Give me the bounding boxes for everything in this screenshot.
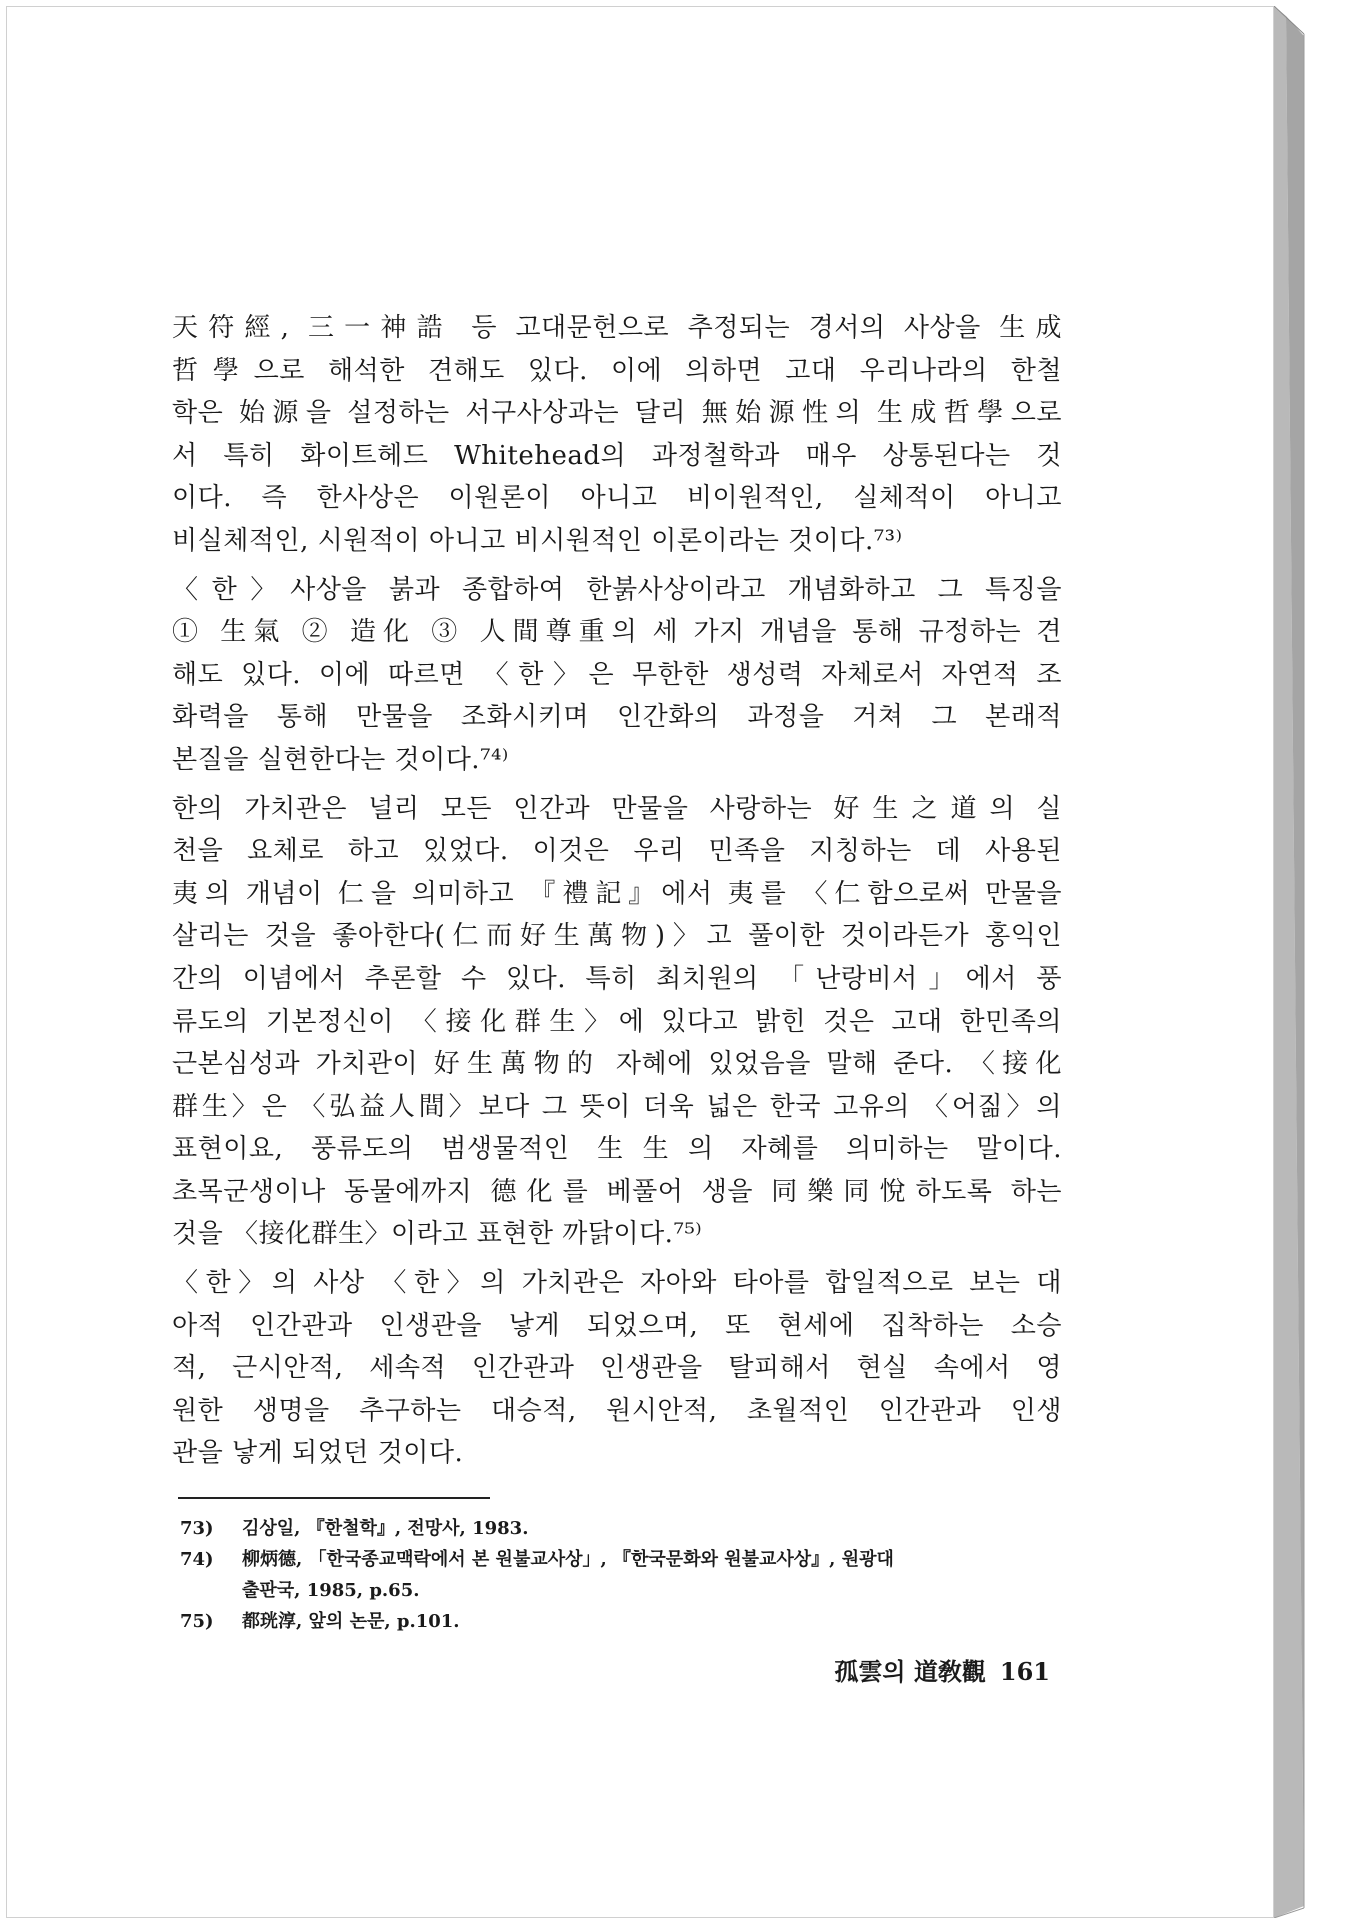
text-line: 夷의 개념이 仁을 의미하고 『禮記』에서 夷를 〈仁함으로써 만물을 [172,878,1062,909]
body-text [172,307,1062,1475]
text-line: 〈한〉사상을 붉과 종합하여 한붉사상이라고 개념화하고 그 특징을 [172,574,1062,605]
footnote-text: 김상일, 『한철학』, 전망사, 1983. [242,1518,529,1539]
footnote-text: 都珖淳, 앞의 논문, p.101. [242,1611,460,1632]
text-line: 관을 낳게 되었던 것이다. [172,1438,464,1469]
footnote-text: 출판국, 1985, p.65. [242,1580,420,1601]
footnote-number: 73) [180,1518,214,1539]
text-line: 살리는 것을 좋아한다(仁而好生萬物)〉고 풀이한 것이라든가 홍익인 [172,921,1062,952]
text-line: ① 生氣 ② 造化 ③ 人間尊重의 세 가지 개념을 통해 규정하는 견 [172,617,1062,648]
text-line: 천을 요체로 하고 있었다. 이것은 우리 민족을 지칭하는 데 사용된 [172,836,1062,867]
text-line: 서 특히 화이트헤드 Whitehead의 과정철학과 매우 상통된다는 것 [172,440,1062,471]
text-line: 것을 〈接化群生〉이라고 표현한 까닭이다.⁷⁵⁾ [172,1219,703,1250]
text-line: 〈한〉의 사상 〈한〉의 가치관은 자아와 타아를 합일적으로 보는 대 [172,1268,1062,1299]
footnotes [180,1513,1080,1637]
page-edge-graphic [1274,6,1322,1918]
paragraph [172,788,1062,1257]
text-line: 해도 있다. 이에 따르면 〈한〉은 무한한 생성력 자체로서 자연적 조 [172,659,1062,690]
text-line: 류도의 기본정신이 〈接化群生〉에 있다고 밝힌 것은 고대 한민족의 [172,1006,1062,1037]
paragraph [172,569,1062,782]
footnote-number: 74) [180,1549,214,1570]
text-line: 아적 인간관과 인생관을 낳게 되었으며, 또 현세에 집착하는 소승 [172,1310,1062,1341]
text-line: 표현이요, 풍류도의 범생물적인 生生의 자혜를 의미하는 말이다. [172,1134,1062,1165]
text-line: 원한 생명을 추구하는 대승적, 원시안적, 초월적인 인간관과 인생 [172,1395,1062,1426]
footnote-number: 75) [180,1611,214,1632]
page-number: 161 [999,1657,1050,1686]
paragraph [172,1262,1062,1475]
text-line: 한의 가치관은 널리 모든 인간과 만물을 사랑하는 好生之道의 실 [172,793,1062,824]
text-line: 본질을 실현한다는 것이다.⁷⁴⁾ [172,744,509,775]
text-line: 群生〉은 〈弘益人間〉보다 그 뜻이 더욱 넓은 한국 고유의 〈어짊〉의 [172,1091,1062,1122]
text-line: 간의 이념에서 추론할 수 있다. 특히 최치원의 「난랑비서」에서 풍 [172,963,1062,994]
footnote-rule [178,1497,490,1499]
text-line: 비실체적인, 시원적이 아니고 비시원적인 이론이라는 것이다.⁷³⁾ [172,525,903,556]
footnote-line [180,1513,1080,1544]
text-line: 초목군생이나 동물에까지 德化를 베풀어 생을 同樂同悅하도록 하는 [172,1176,1062,1207]
text-line: 근본심성과 가치관이 好生萬物的 자혜에 있었음을 말해 준다. 〈接化 [172,1049,1062,1080]
footnote-line [180,1544,1080,1575]
text-line: 적, 근시안적, 세속적 인간관과 인생관을 탈피해서 현실 속에서 영 [172,1353,1062,1384]
text-line: 학은 始源을 설정하는 서구사상과는 달리 無始源性의 生成哲學으로 [172,398,1062,429]
text-line: 哲學으로 해석한 견해도 있다. 이에 의하면 고대 우리나라의 한철 [172,355,1062,386]
footnote-text: 柳炳德, 「한국종교맥락에서 본 원불교사상」, 『한국문화와 원불교사상』, 원광대 [242,1549,894,1570]
paragraph [172,307,1062,563]
running-footer [790,1652,1050,1687]
footnote-line [180,1606,1080,1637]
text-line: 天符經, 三一神誥 등 고대문헌으로 추정되는 경서의 사상을 生成 [172,313,1062,343]
text-line: 화력을 통해 만물을 조화시키며 인간화의 과정을 거쳐 그 본래적 [172,702,1062,733]
page-edge-shadow [1274,6,1322,1918]
text-line: 이다. 즉 한사상은 이원론이 아니고 비이원적인, 실체적이 아니고 [172,483,1062,514]
footnote-line [180,1575,1080,1606]
running-footer-title: 孤雲의 道敎觀 [834,1657,986,1686]
